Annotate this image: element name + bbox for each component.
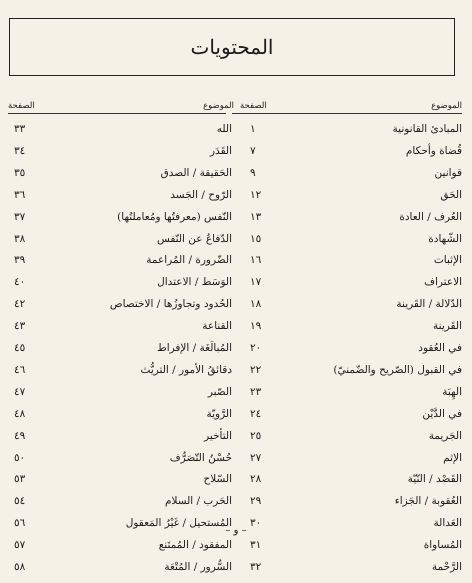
toc-entry <box>0 430 472 452</box>
toc-page-number: ٤٠ <box>14 276 26 289</box>
toc-entry <box>0 386 472 408</box>
toc-topic: الاعتراف <box>424 276 462 289</box>
toc-page-number: ٥٤ <box>14 495 26 508</box>
toc-topic: السّلاح <box>203 473 232 486</box>
toc-topic: الإثم <box>443 451 462 464</box>
toc-topic: القَدَر <box>209 144 232 157</box>
toc-entry <box>0 408 472 430</box>
toc-topic: الرَّحْمة <box>431 561 462 573</box>
toc-topic: قوانين <box>434 166 462 179</box>
toc-topic: العُرف / العادة <box>399 210 462 223</box>
toc-topic: الرّوح / الجَسد <box>170 188 232 201</box>
toc-page-number: ٣٢ <box>250 561 262 573</box>
toc-page-number: ٥٠ <box>14 451 26 464</box>
right-page-header: الصفحة <box>240 101 267 111</box>
toc-page-number: ٧ <box>250 144 256 157</box>
toc-topic: الضّرورة / المُراعمة <box>146 254 232 267</box>
toc-page-number: ٢٨ <box>250 473 262 486</box>
page-number-footer: – و – <box>225 525 247 536</box>
toc-topic: قُضاة وأحكام <box>405 144 462 157</box>
toc-topic: الله <box>216 123 232 135</box>
toc-topic: الصّبر <box>207 385 232 398</box>
toc-page-number: ٣٧ <box>14 210 26 223</box>
toc-page-number: ٤٦ <box>14 363 26 376</box>
toc-page-number: ٩ <box>250 166 256 179</box>
toc-page-number: ٤٣ <box>14 320 26 333</box>
toc-topic: السُّرور / المُتْعَة <box>164 561 232 573</box>
left-header-rule <box>8 113 226 114</box>
toc-page-number: ١٧ <box>250 276 262 289</box>
toc-topic: حُسْنُ التّصَرُّف <box>169 451 232 464</box>
toc-page-number: ٤٥ <box>14 342 26 354</box>
toc-entry <box>0 145 472 167</box>
toc-page-number: ١ <box>250 123 256 135</box>
toc-page-number: ٢٢ <box>250 363 262 376</box>
toc-topic: في القبول (الصّريح والضّمنيّ) <box>333 363 462 376</box>
toc-page-number: ٣٣ <box>14 123 26 135</box>
right-header-rule <box>232 113 462 114</box>
toc-page-number: ٢٥ <box>250 429 262 442</box>
toc-topic: في العُقود <box>418 342 462 354</box>
toc-page-number: ٤٩ <box>14 429 26 442</box>
toc-topic: الحَرب / السلام <box>164 495 232 508</box>
toc-page-number: ٣٦ <box>14 188 26 201</box>
toc-topic: العَدالة <box>433 517 462 530</box>
toc-page-number: ٥٣ <box>14 473 26 486</box>
toc-page-number: ١٦ <box>250 254 262 267</box>
toc-entry <box>0 452 472 474</box>
toc-topic: في الدَّيْن <box>422 407 462 420</box>
toc-topic: المُبالَغَة / الإفراط <box>156 342 232 354</box>
toc-topic: الحَق <box>440 188 462 201</box>
left-page-header: الصفحة <box>8 101 35 111</box>
right-topic-header: الموضوع <box>431 101 462 111</box>
toc-topic: الجَريمة <box>428 429 462 442</box>
toc-topic: الإثبات <box>433 254 462 267</box>
toc-page-number: ٣٤ <box>14 144 26 157</box>
toc-page-number: ٣٥ <box>14 166 26 179</box>
toc-page-number: ١٣ <box>250 210 262 223</box>
toc-entry <box>0 539 472 561</box>
toc-page-number: ١٨ <box>250 298 262 311</box>
toc-entry <box>0 189 472 211</box>
toc-topic: الشّهادة <box>428 232 462 245</box>
toc-page-number: ١٢ <box>250 188 262 201</box>
toc-page-number: ٤٢ <box>14 298 26 311</box>
toc-page-number: ٤٨ <box>14 407 26 420</box>
toc-topic: القناعة <box>202 320 232 333</box>
toc-entry <box>0 167 472 189</box>
toc-entry <box>0 254 472 276</box>
toc-topic: الحُدود وتجاوزُها / الاختصاص <box>109 298 232 311</box>
title-box <box>9 18 455 76</box>
toc-topic: الدّفاعُ عن النّفس <box>156 232 232 245</box>
toc-topic: العُقوبة / الجَزاء <box>394 495 462 508</box>
toc-topic: الوَسَط / الاعتدال <box>157 276 232 289</box>
toc-page-number: ٥٦ <box>14 517 26 530</box>
toc-page-number: ٥٧ <box>14 539 26 552</box>
toc-topic: الحَقيقة / الصدق <box>160 166 232 179</box>
page-title: المحتويات <box>190 35 274 59</box>
toc-page-number: ٢٠ <box>250 342 262 354</box>
toc-topic: النّفس (معرفتُها ومُعاملتُها) <box>117 210 232 223</box>
toc-page-number: ٢٣ <box>250 385 262 398</box>
toc-topic: المُساواة <box>423 539 462 552</box>
toc-entry <box>0 364 472 386</box>
toc-topic: الهِبَة <box>442 385 462 398</box>
toc-entry <box>0 561 472 583</box>
toc-topic: الدّلالة / القَرينة <box>396 298 462 311</box>
toc-page-number: ٢٧ <box>250 451 262 464</box>
toc-topic: المُستحيل / غَيْرُ المَعقول <box>125 517 232 530</box>
toc-page-number: ٢٤ <box>250 407 262 420</box>
toc-page-number: ٤٧ <box>14 385 26 398</box>
toc-page-number: ٣١ <box>250 539 262 552</box>
toc-page-number: ٣٨ <box>14 232 26 245</box>
toc-topic: المفقود / المُمتَنع <box>158 539 232 552</box>
left-topic-header: الموضوع <box>203 101 234 111</box>
toc-entry <box>0 473 472 495</box>
toc-topic: الرَّويّة <box>206 407 232 420</box>
toc-entry <box>0 211 472 233</box>
toc-page-number: ٢٩ <box>250 495 262 508</box>
toc-entry <box>0 495 472 517</box>
toc-entry <box>0 233 472 255</box>
toc-page-number: ٣٠ <box>250 517 262 530</box>
toc-topic: دقائقُ الأمور / التريُّث <box>140 363 232 376</box>
toc-entry <box>0 342 472 364</box>
toc-page-number: ٣٩ <box>14 254 26 267</box>
toc-entry <box>0 298 472 320</box>
toc-entry <box>0 123 472 145</box>
toc-entry <box>0 276 472 298</box>
toc-topic: القَرينة <box>433 320 462 333</box>
toc-page-number: ١٥ <box>250 232 262 245</box>
toc-topic: التأخير <box>204 429 232 442</box>
toc-topic: المبادئ القانونية <box>392 123 462 135</box>
toc-entry <box>0 320 472 342</box>
toc-topic: القَصْد / النّيّة <box>407 473 462 486</box>
toc-page-number: ٥٨ <box>14 561 26 573</box>
toc-page-number: ١٩ <box>250 320 262 333</box>
